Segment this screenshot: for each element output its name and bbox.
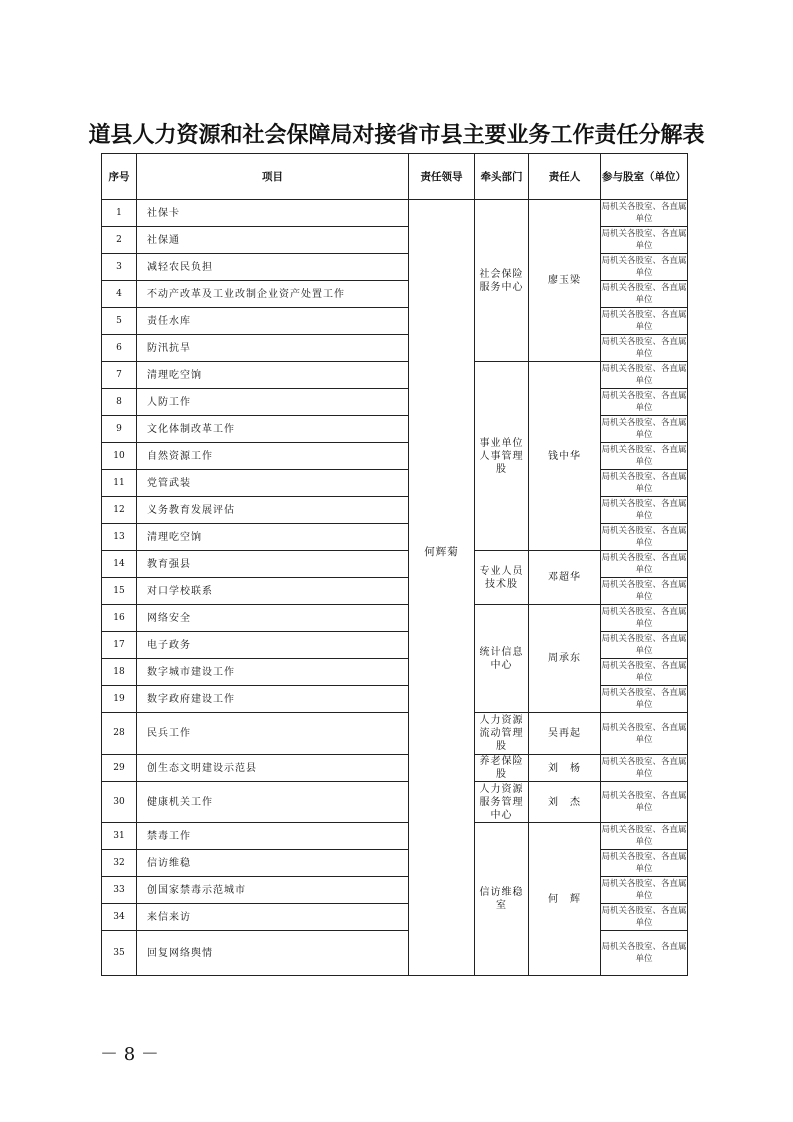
table-row — [102, 632, 688, 659]
lead-department: 事业单位人事管理股 — [475, 362, 529, 551]
row-item: 防汛抗旱 — [137, 335, 409, 362]
row-number: 7 — [102, 362, 137, 389]
row-number: 8 — [102, 389, 137, 416]
row-item: 回复网络舆情 — [137, 931, 409, 976]
row-item: 对口学校联系 — [137, 578, 409, 605]
participant-units: 局机关各股室、各直属单位 — [601, 632, 688, 659]
participant-units: 局机关各股室、各直属单位 — [601, 443, 688, 470]
lead-department: 社会保险服务中心 — [475, 200, 529, 362]
header-dept: 牵头部门 — [475, 154, 529, 200]
row-number: 13 — [102, 524, 137, 551]
row-number: 3 — [102, 254, 137, 281]
row-item: 民兵工作 — [137, 713, 409, 755]
lead-department: 信访维稳室 — [475, 823, 529, 976]
responsible-person: 刘 杨 — [529, 755, 601, 782]
table-row — [102, 755, 688, 782]
row-item: 文化体制改革工作 — [137, 416, 409, 443]
responsible-leader: 何辉菊 — [409, 200, 475, 976]
responsible-person: 廖玉梁 — [529, 200, 601, 362]
table-row — [102, 497, 688, 524]
row-number: 16 — [102, 605, 137, 632]
participant-units: 局机关各股室、各直属单位 — [601, 227, 688, 254]
header-participant: 参与股室（单位） — [601, 154, 688, 200]
row-number: 17 — [102, 632, 137, 659]
row-item: 禁毒工作 — [137, 823, 409, 850]
table-row — [102, 227, 688, 254]
participant-units: 局机关各股室、各直属单位 — [601, 389, 688, 416]
header-leader: 责任领导 — [409, 154, 475, 200]
row-number: 11 — [102, 470, 137, 497]
header-person: 责任人 — [529, 154, 601, 200]
row-number: 34 — [102, 904, 137, 931]
row-item: 人防工作 — [137, 389, 409, 416]
row-item: 自然资源工作 — [137, 443, 409, 470]
row-number: 1 — [102, 200, 137, 227]
row-number: 5 — [102, 308, 137, 335]
table-row — [102, 524, 688, 551]
table-row — [102, 416, 688, 443]
participant-units: 局机关各股室、各直属单位 — [601, 551, 688, 578]
row-number: 15 — [102, 578, 137, 605]
row-number: 14 — [102, 551, 137, 578]
participant-units: 局机关各股室、各直属单位 — [601, 850, 688, 877]
lead-department: 养老保险股 — [475, 755, 529, 782]
responsibility-table — [101, 153, 688, 976]
participant-units: 局机关各股室、各直属单位 — [601, 823, 688, 850]
responsible-person: 钱中华 — [529, 362, 601, 551]
table-row — [102, 335, 688, 362]
table-header-row — [102, 154, 688, 200]
row-item: 电子政务 — [137, 632, 409, 659]
participant-units: 局机关各股室、各直属单位 — [601, 877, 688, 904]
participant-units: 局机关各股室、各直属单位 — [601, 335, 688, 362]
row-item: 社保通 — [137, 227, 409, 254]
row-number: 28 — [102, 713, 137, 755]
row-item: 数字城市建设工作 — [137, 659, 409, 686]
participant-units: 局机关各股室、各直属单位 — [601, 254, 688, 281]
table-row — [102, 578, 688, 605]
participant-units: 局机关各股室、各直属单位 — [601, 524, 688, 551]
participant-units: 局机关各股室、各直属单位 — [601, 931, 688, 976]
participant-units: 局机关各股室、各直属单位 — [601, 659, 688, 686]
table-row — [102, 200, 688, 227]
lead-department: 人力资源流动管理股 — [475, 713, 529, 755]
row-number: 30 — [102, 782, 137, 823]
row-number: 35 — [102, 931, 137, 976]
participant-units: 局机关各股室、各直属单位 — [601, 416, 688, 443]
row-number: 12 — [102, 497, 137, 524]
row-item: 健康机关工作 — [137, 782, 409, 823]
participant-units: 局机关各股室、各直属单位 — [601, 362, 688, 389]
row-number: 6 — [102, 335, 137, 362]
row-item: 创国家禁毒示范城市 — [137, 877, 409, 904]
participant-units: 局机关各股室、各直属单位 — [601, 497, 688, 524]
responsible-person: 何 辉 — [529, 823, 601, 976]
row-number: 2 — [102, 227, 137, 254]
lead-department: 人力资源服务管理中心 — [475, 782, 529, 823]
document-title: 道县人力资源和社会保障局对接省市县主要业务工作责任分解表 — [88, 122, 705, 148]
table-row — [102, 605, 688, 632]
lead-department: 统计信息中心 — [475, 605, 529, 713]
participant-units: 局机关各股室、各直属单位 — [601, 904, 688, 931]
participant-units: 局机关各股室、各直属单位 — [601, 605, 688, 632]
row-item: 党管武装 — [137, 470, 409, 497]
table-row — [102, 877, 688, 904]
responsible-person: 周承东 — [529, 605, 601, 713]
table-row — [102, 389, 688, 416]
row-item: 责任水库 — [137, 308, 409, 335]
table-row — [102, 850, 688, 877]
row-number: 33 — [102, 877, 137, 904]
row-number: 32 — [102, 850, 137, 877]
row-item: 清理吃空饷 — [137, 524, 409, 551]
participant-units: 局机关各股室、各直属单位 — [601, 782, 688, 823]
table-row — [102, 823, 688, 850]
row-item: 社保卡 — [137, 200, 409, 227]
participant-units: 局机关各股室、各直属单位 — [601, 281, 688, 308]
participant-units: 局机关各股室、各直属单位 — [601, 578, 688, 605]
row-item: 数字政府建设工作 — [137, 686, 409, 713]
row-number: 9 — [102, 416, 137, 443]
table-row — [102, 362, 688, 389]
row-item: 不动产改革及工业改制企业资产处置工作 — [137, 281, 409, 308]
row-item: 义务教育发展评估 — [137, 497, 409, 524]
row-item: 创生态文明建设示范县 — [137, 755, 409, 782]
row-item: 教育强县 — [137, 551, 409, 578]
row-number: 31 — [102, 823, 137, 850]
responsible-person: 吴再起 — [529, 713, 601, 755]
table-row — [102, 931, 688, 976]
page-number: － 8 － — [100, 1044, 159, 1065]
responsible-person: 邓超华 — [529, 551, 601, 605]
table-row — [102, 904, 688, 931]
responsible-person: 刘 杰 — [529, 782, 601, 823]
table-row — [102, 686, 688, 713]
row-number: 29 — [102, 755, 137, 782]
header-item: 项目 — [137, 154, 409, 200]
participant-units: 局机关各股室、各直属单位 — [601, 713, 688, 755]
table-row — [102, 470, 688, 497]
row-item: 网络安全 — [137, 605, 409, 632]
row-number: 18 — [102, 659, 137, 686]
participant-units: 局机关各股室、各直属单位 — [601, 755, 688, 782]
row-item: 信访维稳 — [137, 850, 409, 877]
table-row — [102, 659, 688, 686]
table-row — [102, 308, 688, 335]
participant-units: 局机关各股室、各直属单位 — [601, 686, 688, 713]
participant-units: 局机关各股室、各直属单位 — [601, 470, 688, 497]
row-item: 减轻农民负担 — [137, 254, 409, 281]
table-row — [102, 443, 688, 470]
row-number: 4 — [102, 281, 137, 308]
row-item: 清理吃空饷 — [137, 362, 409, 389]
row-number: 19 — [102, 686, 137, 713]
participant-units: 局机关各股室、各直属单位 — [601, 308, 688, 335]
table-row — [102, 713, 688, 755]
lead-department: 专业人员技术股 — [475, 551, 529, 605]
header-num: 序号 — [102, 154, 137, 200]
table-row — [102, 782, 688, 823]
row-item: 来信来访 — [137, 904, 409, 931]
row-number: 10 — [102, 443, 137, 470]
table-row — [102, 281, 688, 308]
table-row — [102, 551, 688, 578]
participant-units: 局机关各股室、各直属单位 — [601, 200, 688, 227]
table-row — [102, 254, 688, 281]
